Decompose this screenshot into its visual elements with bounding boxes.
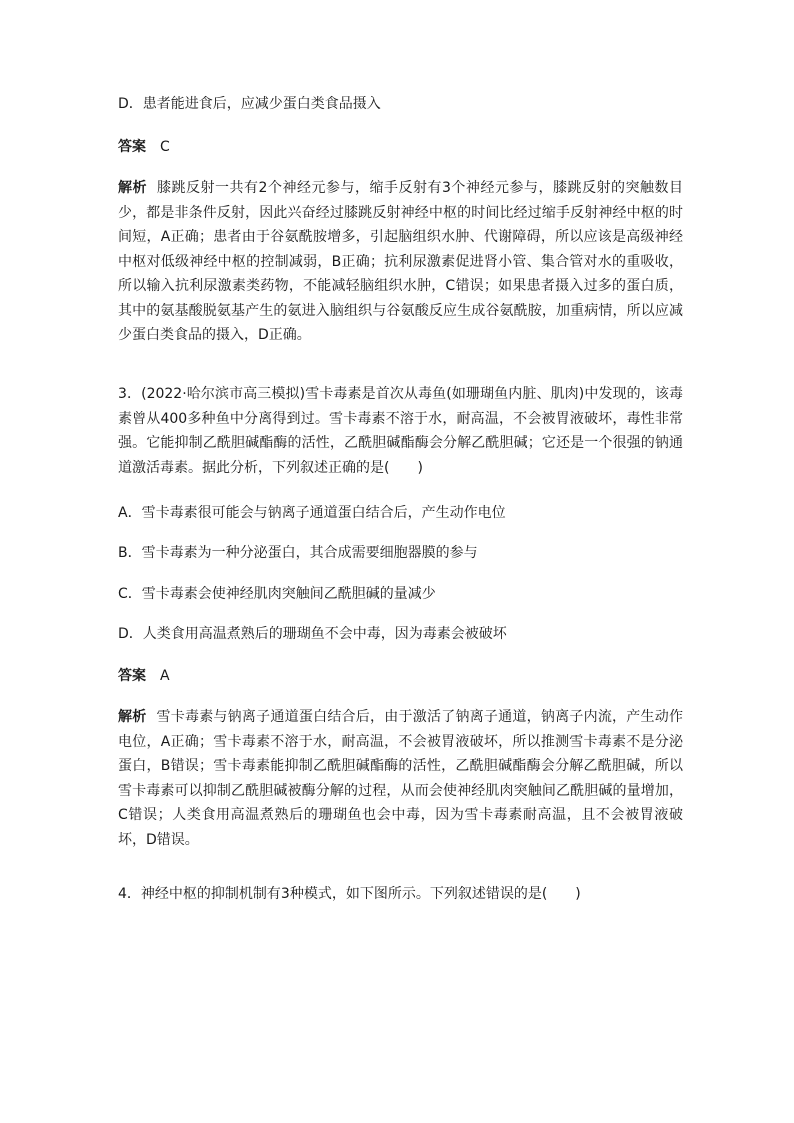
q2-answer-value: C [160, 139, 170, 155]
q3-option-d: D．人类食用高温煮熟后的珊瑚鱼不会中毒，因为毒素会被破坏 [118, 626, 507, 642]
q2-analysis [118, 176, 683, 348]
q3-option-a: A．雪卡毒素很可能会与钠离子通道蛋白结合后，产生动作电位 [118, 505, 506, 521]
q2-option-d: D．患者能进食后，应减少蛋白类食品摄入 [118, 96, 381, 112]
q4-stem: 4．神经中枢的抑制机制有3种模式，如下图所示。下列叙述错误的是( ) [118, 886, 581, 902]
q2-analysis-text: 膝跳反射一共有2个神经元参与，缩手反射有3个神经元参与，膝跳反射的突触数目少，都是非条件反射，因此兴奋经过膝跳反射神经中枢的时间比经过缩手反射神经中枢的时间短，A正确；患者由于谷氨酰胺增多，引起脑组织水肿、代谢障碍，所以应该是高级神经中枢对低级神经中枢的控制减弱，B正确；抗利尿激素促进肾小管、集合管对水的重吸收，所以输入抗利尿激素类药物，不能减轻脑组织水肿，C错误；如果患者摄入过多的蛋白质，其中的氨基酸脱氨基产生的氨进入脑组织与谷氨酸反应生成谷氨酰胺，加重病情，所以应减少蛋白类食品的摄入，D正确。 [118, 180, 684, 343]
q3-option-b: B．雪卡毒素为一种分泌蛋白，其合成需要细胞器膜的参与 [118, 545, 478, 561]
q3-analysis-text: 雪卡毒素与钠离子通道蛋白结合后，由于激活了钠离子通道，钠离子内流，产生动作电位，A正确；雪卡毒素不溶于水，耐高温，不会被胃液破坏，所以推测雪卡毒素不是分泌蛋白，B错误；雪卡毒素能抑制乙酰胆碱酯酶的活性，乙酰胆碱酯酶会分解乙酰胆碱，所以雪卡毒素可以抑制乙酰胆碱被酶分解的过程，从而会使神经肌肉突触间乙酰胆碱的量增加，C错误；人类食用高温煮熟后的珊瑚鱼也会中毒，因为雪卡毒素耐高温，且不会被胃液破坏，D错误。 [118, 709, 684, 848]
q3-analysis-label: 解析 [118, 709, 147, 725]
q2-answer-label: 答案 [118, 139, 146, 155]
q3-answer-label: 答案 [118, 668, 146, 684]
q3-stem: 3．(2022·哈尔滨市高三模拟)雪卡毒素是首次从毒鱼(如珊瑚鱼内脏、肌肉)中发现的，该毒素曾从400多种鱼中分离得到过。雪卡毒素不溶于水，耐高温，不会被胃液破坏，毒性非常强。它能抑制乙酰胆碱酯酶的活性，乙酰胆碱酯酶会分解乙酰胆碱；它还是一个很强的钠通道激活毒素。据此分析，下列叙述正确的是( ) [118, 386, 683, 476]
q3-answer-value: A [160, 668, 170, 684]
q3-analysis [118, 705, 683, 852]
q3-option-c: C．雪卡毒素会使神经肌肉突触间乙酰胆碱的量减少 [118, 586, 436, 602]
q2-analysis-label: 解析 [118, 180, 148, 196]
q3-answer [118, 666, 170, 686]
q2-answer [118, 137, 170, 157]
